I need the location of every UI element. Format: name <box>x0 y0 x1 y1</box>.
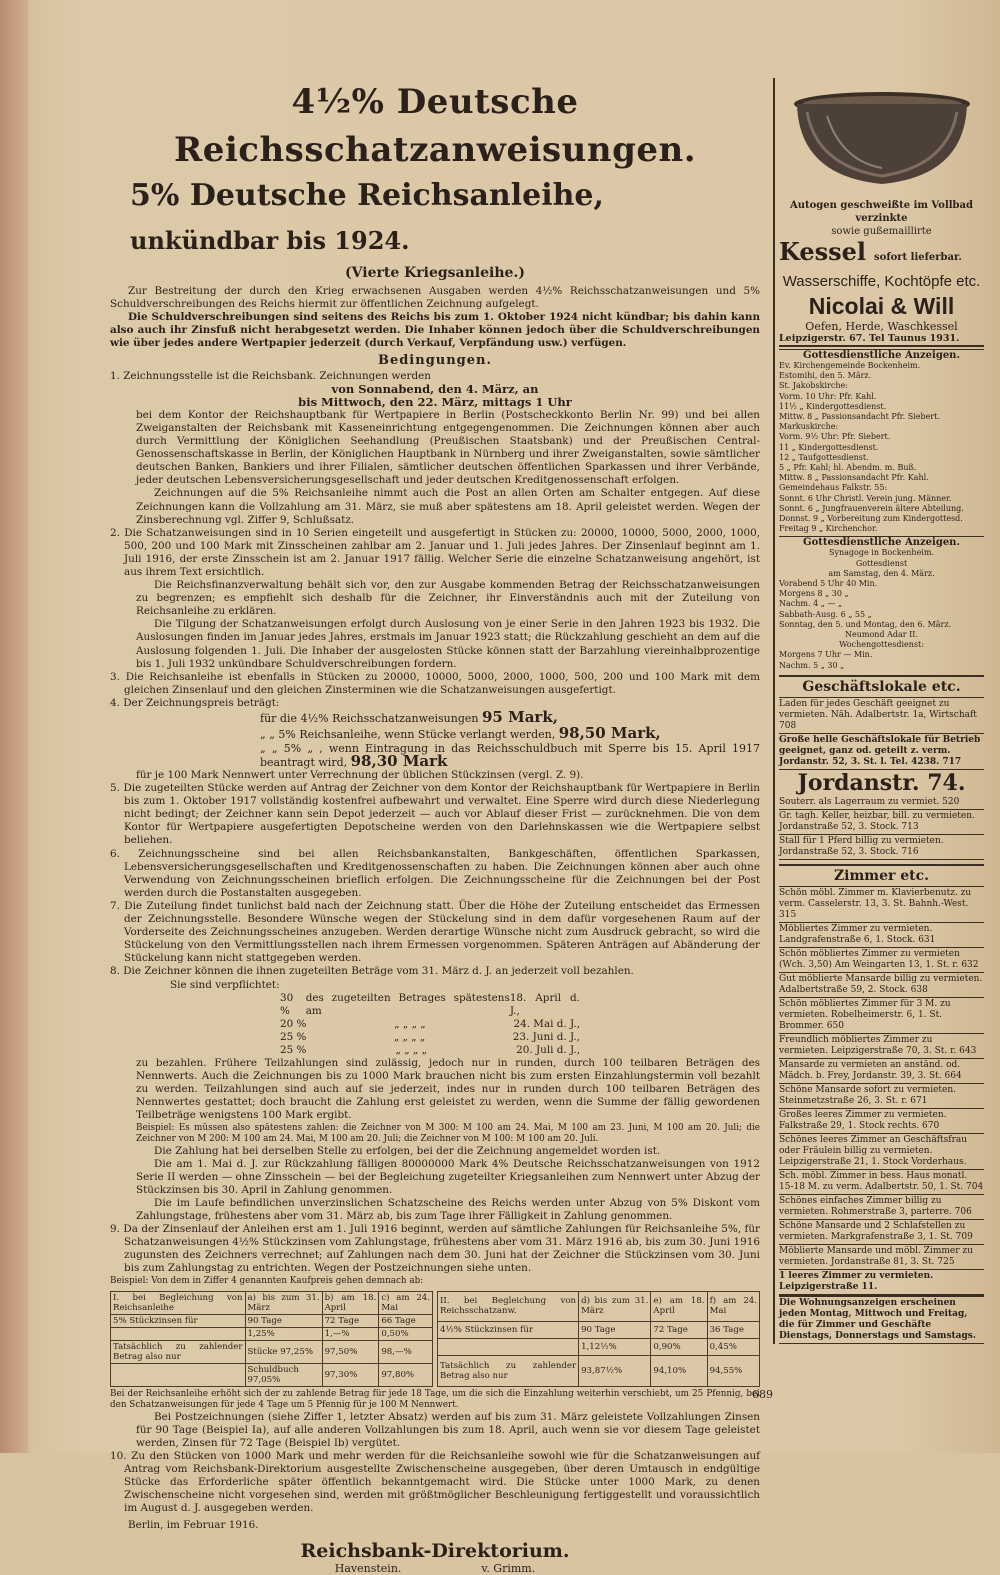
schedule-text: „ „ „ „ <box>395 1043 427 1056</box>
service-line: Freitag 9 „ Kirchenchor. <box>779 524 878 534</box>
schedule-pct: 25 % <box>280 1043 307 1056</box>
table-cell: Schuldbuch 97,05% <box>245 1363 322 1386</box>
table-cell: 90 Tage <box>245 1314 322 1327</box>
condition-5: 5. Die zugeteilten Stücke werden auf Antrag der Zeichner von dem Kontor der Reichshauptbank für Wertpapiere in Berlin bis zum 1. Oktober 1917 vollständig kostenfrei aufbewahrt und verwaltet. Eine Sperre wird durch diese Niederlegung nicht bedingt; der Zeichner kann sein Depot jederzeit — auch vor Ablauf dieser Frist — zurücknehmen. Die von dem Kontor für Wertpapiere ausgefertigten Depotscheine werden von den Darlehnskassen wie die Wertpapiere selbst beliehen. <box>110 782 760 847</box>
table-cell: 98,—% <box>379 1340 433 1363</box>
intro-paragraph: Zur Bestreitung der durch den Krieg erwachsenen Ausgaben werden 4½% Reichsschatzanweisungen und 5% Schuldverschreibungen des Reichs hiermit zur öffentlichen Zeichnung aufgelegt. <box>110 285 760 311</box>
classified-ad: Gut möblierte Mansarde billig zu vermieten. Adalbertstraße 59, 2. Stock. 638 <box>779 973 984 998</box>
service-line: Synagoge in Bockenheim. <box>829 548 934 558</box>
condition-8: 8. Die Zeichner können die ihnen zugeteilten Beträge vom 31. März d. J. an jederzeit voll bezahlen. <box>110 965 634 978</box>
service-line: Mittw. 8 „ Passionsandacht Pfr. Kahl. <box>779 473 929 483</box>
service-line: Nachm. 5 „ 30 „ <box>779 660 845 670</box>
table-cell: 0,90% <box>651 1339 707 1356</box>
classified-ad: Mansarde zu vermieten an anständ. od. Mädch. b. Frey, Jordanstr. 39, 3. St. 664 <box>779 1059 984 1084</box>
table-cell: Tatsächlich zu zahlender Betrag also nur <box>438 1356 579 1386</box>
schedule-pct: 30 % <box>280 991 294 1017</box>
condition-3: 3. Die Reichsanleihe ist ebenfalls in Stücken zu 20000, 10000, 5000, 2000, 1000, 500, 200 und 100 Mark mit dem gleichen Zinsenlauf und den gleichen Zinsterminen wie die Schatzanweisungen ausgefertigt. <box>110 670 760 696</box>
notice: Die Wohnungsanzeigen erscheinen jeden Montag, Mittwoch und Freitag, die für Zimmer und Geschäfte Dienstags, Donnerstags und Samstags. <box>779 1295 984 1344</box>
service-line: Gottesdienst <box>855 558 908 568</box>
intro-paragraph: Die Schuldverschreibungen sind seitens des Reichs bis zum 1. Oktober 1924 nicht kündbar; bis dahin kann also auch ihr Zinsfuß nicht herabgesetzt werden. Die Inhaber können jedoch über die Schuldverschreibungen wie über jedes andere Wertpapier jederzeit (durch Verkauf, Verpfändung usw.) verfügen. <box>110 311 760 350</box>
service-line: Vorabend 5 Uhr 40 Min. <box>779 579 878 589</box>
ad-kessel-note: sofort lieferbar. <box>874 252 962 263</box>
service-line: Mittw. 8 „ Passionsandacht Pfr. Siebert. <box>779 412 940 422</box>
section-heading-rooms: Zimmer etc. <box>779 864 984 887</box>
schedule-date: 23. Juni d. J., <box>512 1030 580 1043</box>
service-line: Vorm. 10 Uhr: Pfr. Kahl. <box>779 391 877 401</box>
table-cell: 94,55% <box>707 1356 759 1386</box>
price-label: für die 4½% Reichsschatzanweisungen <box>260 712 479 725</box>
signatory: v. Grimm. <box>481 1562 536 1575</box>
page-binding <box>0 0 28 1453</box>
classified-ad: Schönes leeres Zimmer an Geschäftsfrau oder Fräulein billig zu vermieten. Leipzigerstraße 21, 1. Stock Vorderhaus. <box>779 1134 984 1170</box>
condition-8-example: Beispiel: Es müssen also spätestens zahlen: die Zeichner von M 300: M 100 am 24. Mai, M 100 am 23. Juni, M 100 am 20. Juli; die Zeichner von M 200: M 100 am 24. Mai, M 100 am 20. Juli; die Zeichner von M 100: M 100 am 20. Juli. <box>136 1122 760 1144</box>
service-line: Morgens 7 Uhr — Min. <box>779 650 873 660</box>
price-value: 95 Mark, <box>482 708 558 726</box>
table-row <box>111 1327 433 1340</box>
section-heading-shops: Geschäftslokale etc. <box>779 675 984 698</box>
classified-ad: Schöne Mansarde sofort zu vermieten. Steinmetzstraße 26, 3. St. r. 671 <box>779 1084 984 1109</box>
table-row <box>438 1291 760 1321</box>
classified-ad: Schönes einfaches Zimmer billig zu vermieten. Rohmerstraße 3, parterre. 706 <box>779 1195 984 1220</box>
condition-2c: Die Tilgung der Schatzanweisungen erfolgt durch Auslosung von je einer Serie in den Jahren 1923 bis 1932. Die Auslosungen finden im Januar jedes Jahres, erstmals im Januar 1923 statt; die Rückzahlung geschieht an dem auf die Auslosung folgenden 1. Juli. Die Inhaber der ausgelosten Stücke können statt der Barzahlung viereinhalbprozentige bis 1. Juli 1932 unkündbare Schuldverschreibungen fordern. <box>136 618 760 670</box>
table-cell: 93,87½% <box>579 1356 651 1386</box>
condition-8e: Die am 1. Mai d. J. zur Rückzahlung fälligen 80000000 Mark 4% Deutsche Reichsschatzanweisungen von 1912 Serie II werden — ohne Zinsschein — bei der Begleichung zugeteilter Kriegsanleihen zum Nennwert unter Abzug der Stückzinsen bis 30. April in Zahlung genommen. <box>136 1157 760 1196</box>
condition-9-post: Bei der Reichsanleihe erhöht sich der zu zahlende Betrag für jede 18 Tage, um die sich die Einzahlung weiterhin verschiebt, um 25 Pfennig, bei den Schatzanweisungen für jede 4 Tage um 5 Pfennig für je 100 M Nennwert. <box>110 1388 760 1410</box>
services-list <box>779 361 984 534</box>
schedule-row <box>280 1031 580 1044</box>
title-reichsanleihe <box>110 174 760 263</box>
table-row <box>438 1339 760 1356</box>
table-cell: 36 Tage <box>707 1321 759 1338</box>
ad-jordanstr: Jordanstr. 74. <box>797 769 966 796</box>
service-line: 12 „ Taufgottesdienst. <box>779 452 869 462</box>
table-cell: 97,50% <box>322 1340 379 1363</box>
service-line: Markuskirche: <box>779 422 839 432</box>
services-heading: Gottesdienstliche Anzeigen. <box>779 349 984 361</box>
condition-9: 9. Da der Zinsenlauf der Anleihen erst am 1. Juli 1916 beginnt, werden auf sämtliche Zahlungen für Reichsanleihe 5%, für Schatzanweisungen 4½% Stückzinsen vom Zahlungstage, frühestens aber vom 31. März 1916 ab, bis zum 30. Juni 1916 zugunsten des Zeichners verrechnet; auf Zahlungen nach dem 30. Juni hat der Zeichner die Stückzinsen vom 30. Juni bis zum Zahlungstag zu entrichten. Wegen der Postzeichnungen siehe unten. <box>110 1223 760 1275</box>
classified-ad: Möbliertes Zimmer zu vermieten. Landgrafenstraße 6, 1. Stock. 631 <box>779 923 984 948</box>
condition-2: 2. Die Schatzanweisungen sind in 10 Serien eingeteilt und ausgefertigt in Stücken zu: 20000, 10000, 5000, 2000, 1000, 500, 200 und 100 Mark mit Zinsscheinen zahlbar am 2. Januar und 1. Juli jedes Jahres. Der Zinsenlauf beginnt am 1. Juli 1916, der erste Zinsschein ist am 2. Januar 1917 fällig. Welcher Serie die einzelne Schatzanweisung angehört, ist aus ihrem Text ersichtlich. <box>110 526 760 578</box>
table-row <box>111 1291 433 1314</box>
classified-ad: Gr. tagh. Keller, heizbar, bill. zu vermieten. Jordanstraße 52, 3. Stock. 713 <box>779 810 984 835</box>
table-cell: e) am 18. April <box>651 1291 707 1321</box>
table-cell <box>111 1363 246 1386</box>
table-cell: 72 Tage <box>322 1314 379 1327</box>
table-cell: II. bei Begleichung von Reichsschatzanw. <box>438 1291 579 1321</box>
table-cell: Tatsächlich zu zahlender Betrag also nur <box>111 1340 246 1363</box>
classified-ad: Schöne Mansarde und 2 Schlafstellen zu vermieten. Markgrafenstraße 3, 1. St. 709 <box>779 1220 984 1245</box>
condition-4: 4. Der Zeichnungspreis beträgt: <box>110 696 280 709</box>
service-line: 11 „ Kindergottesdienst. <box>779 442 879 452</box>
service-line: Sonntag, den 5. und Montag, den 6. März. <box>779 619 952 629</box>
signature-heading: Reichsbank-Direktorium. <box>300 1540 570 1563</box>
table-cell: 72 Tage <box>651 1321 707 1338</box>
table-cell: 0,45% <box>707 1339 759 1356</box>
service-line: Vorm. 9½ Uhr: Pfr. Siebert. <box>779 432 891 442</box>
service-line: 11½ „ Kindergottesdienst. <box>779 401 887 411</box>
schedule-row <box>280 1018 580 1031</box>
price-line <box>110 726 760 742</box>
table-cell: 66 Tage <box>379 1314 433 1327</box>
service-line: Neumond Adar II. <box>844 630 918 640</box>
classified-ad: Stall für 1 Pferd billig zu vermieten. Jordanstraße 52, 3. Stock. 716 <box>779 835 984 860</box>
classified-ad: Souterr. als Lagerraum zu vermiet. 520 <box>779 796 984 810</box>
price-value: 98,30 Mark <box>350 752 448 770</box>
service-line: Morgens 8 „ 30 „ <box>779 589 849 599</box>
classified-ad: Sch. möbl. Zimmer in bess. Haus monatl. 15-18 M. zu verm. Adalbertstr. 50, 1. St. 704 <box>779 1170 984 1195</box>
classified-ad: 1 leeres Zimmer zu vermieten. Leipzigerstraße 11. <box>779 1270 984 1295</box>
table-cell: 1,—% <box>322 1327 379 1340</box>
title-schatzanweisungen: 4½% Deutsche Reichsschatzanweisungen. <box>173 82 697 170</box>
service-line: Sonnt. 6 „ Jungfrauenverein ältere Abteilung. <box>779 503 964 513</box>
ad-line: sowie gußemaillirte <box>831 226 932 237</box>
schedule-date: 18. April d. J., <box>509 991 580 1017</box>
services-list <box>779 548 984 670</box>
classified-ad: Schön möbliertes Zimmer zu vermieten (Wch. 3,50) Am Weingarten 13, 1. St. r. 632 <box>779 948 984 973</box>
schedule-pct: 25 % <box>280 1030 307 1043</box>
service-line: Ev. Kirchengemeinde Bockenheim. <box>779 361 921 370</box>
table-cell: 1,12½% <box>579 1339 651 1356</box>
schedule-pct: 20 % <box>280 1017 307 1030</box>
pot-illustration <box>787 86 977 191</box>
classified-ad: Großes leeres Zimmer zu vermieten. Falkstraße 29, 1. Stock rechts. 670 <box>779 1109 984 1134</box>
price-label: „ „ 5% Reichsanleihe, wenn Stücke verlangt werden, <box>260 728 556 741</box>
table-row <box>111 1314 433 1327</box>
condition-8d: Die Zahlung hat bei derselben Stelle zu erfolgen, bei der die Zeichnung angemeldet worden ist. <box>154 1144 661 1157</box>
schedule-text: des zugeteilten Betrages spätestens am <box>305 991 510 1017</box>
classified-ad: Große helle Geschäftslokale für Betrieb geeignet, ganz od. geteilt z. verm. Jordanstr. 52, 3. St. l. Tel. 4238. 717 <box>779 734 984 770</box>
table-cell: 0,50% <box>379 1327 433 1340</box>
table-cell: 5% Stückzinsen für <box>111 1314 246 1327</box>
schedule-date: 20. Juli d. J., <box>516 1043 580 1056</box>
side-column <box>773 78 984 1344</box>
ad-line: Wasserschiffe, Kochtöpfe etc. <box>782 273 981 290</box>
table-cell: d) bis zum 31. März <box>579 1291 651 1321</box>
condition-1-dates: von Sonnabend, den 4. März, an <box>331 381 539 396</box>
table-cell: f) am 24. Mai <box>707 1291 759 1321</box>
table-reichsanleihe <box>110 1291 433 1387</box>
subtitle: (Vierte Kriegsanleihe.) <box>345 265 525 281</box>
condition-8c: zu bezahlen. Frühere Teilzahlungen sind zulässig, jedoch nur in runden, durch 100 teilbaren Beträgen des Nennwerts. Auch die Zeichnungen bis zu 1000 Mark brauchen nicht bis zum ersten Einzahlungstermin voll bezahlt zu werden. Teilzahlungen sind auch auf sie jederzeit, indes nur in runden durch 100 teilbaren Beträgen des Nennwertes gestattet; doch braucht die Zahlung erst geleistet zu werden, wenn die Summe der fällig gewordenen Teilbeträge wenigstens 100 Mark ergibt. <box>136 1057 760 1122</box>
table-cell: I. bei Begleichung von Reichsanleihe <box>111 1291 246 1314</box>
condition-1-dates: bis Mittwoch, den 22. März, mittags 1 Uhr <box>298 394 572 409</box>
classified-ad: Schön möbl. Zimmer m. Klavierbenutz. zu verm. Casselerstr. 13, 3. St. Bahnh.-West. 315 <box>779 887 984 923</box>
table-row <box>438 1356 760 1386</box>
table-cell: 97,30% <box>322 1363 379 1386</box>
title-reichsanleihe-sub: unkündbar bis 1924. <box>130 226 410 255</box>
table-cell: a) bis zum 31. März <box>245 1291 322 1314</box>
condition-9-example: Beispiel: Von dem in Ziffer 4 genannten Kaufpreis gehen demnach ab: <box>110 1276 424 1287</box>
condition-7: 7. Die Zuteilung findet tunlichst bald nach der Zeichnung statt. Über die Höhe der Zuteilung entscheidet das Ermessen der Zeichnungsstelle. Besondere Wünsche wegen der Stückelung sind in dem dafür vorgesehenen Raum auf der Vorderseite des Zeichnungsscheines anzugeben. Werden derartige Wünsche nicht zum Ausdruck gebracht, so wird die Stückelung von den Vermittlungsstellen nach ihrem Ermessen vorgenommen. Späteren Anträgen auf Abänderung der Stückelung kann nicht stattgegeben werden. <box>110 899 760 965</box>
price-value: 98,50 Mark, <box>558 724 661 742</box>
service-line: Estomihi, den 5. März. <box>779 371 872 381</box>
signatories <box>110 1562 760 1575</box>
table-cell: 90 Tage <box>579 1321 651 1338</box>
condition-1-post: Zeichnungen auf die 5% Reichsanleihe nimmt auch die Post an allen Orten am Schalter entgegen. Auf diese Zeichnungen kann die Vollzahlung am 31. März, sie muß aber spätestens am 18. April geleistet werden. Wegen der Zinsberechnung vgl. Ziffer 9, Schlußsatz. <box>136 487 760 526</box>
ad-kessel-word: Kessel <box>779 237 867 266</box>
table-cell: b) am 18. April <box>322 1291 379 1314</box>
condition-4b: für je 100 Mark Nennwert unter Verrechnung der üblichen Stückzinsen (vergl. Z. 9). <box>136 769 584 781</box>
table-cell: 94,10% <box>651 1356 707 1386</box>
service-line: Wochengottesdienst: <box>839 640 924 650</box>
service-line: am Samstag, den 4. März. <box>828 568 935 578</box>
table-row <box>438 1321 760 1338</box>
condition-2b: Die Reichsfinanzverwaltung behält sich vor, den zur Ausgabe kommenden Betrag der Reichsschatzanweisungen zu begrenzen; es empfiehlt sich deshalb für die Zeichner, ihr Einverständnis auch mit der Zuteilung von Reichsanleihe zu erklären. <box>136 579 760 618</box>
service-line: 5 „ Pfr. Kahl; hl. Abendm. m. Buß. <box>779 463 917 473</box>
services-heading: Gottesdienstliche Anzeigen. <box>779 536 984 548</box>
table-schatzanweisungen <box>437 1291 760 1387</box>
date-line: Berlin, im Februar 1916. <box>128 1519 259 1532</box>
schedule-date: 24. Mai d. J., <box>513 1017 580 1030</box>
ad-company-name: Nicolai & Will <box>808 293 955 319</box>
table-cell: 1,25% <box>245 1327 322 1340</box>
interest-tables <box>110 1289 760 1389</box>
table-cell: c) am 24. Mai <box>379 1291 433 1314</box>
main-announcement <box>110 78 760 1575</box>
price-label: „ „ 5% „ , wenn Eintragung in das Reichsschuldbuch mit Sperre bis 15. April 1917 beantragt wird, <box>260 742 760 769</box>
schedule-row <box>280 992 580 1018</box>
table-row <box>111 1340 433 1363</box>
page-number: 689 <box>752 1388 773 1401</box>
service-line: Sonnt. 6 Uhr Christl. Verein jung. Männer. <box>779 493 952 503</box>
classified-ad: Möblierte Mansarde und möbl. Zimmer zu vermieten. Jordanstraße 81, 3. St. 725 <box>779 1245 984 1270</box>
condition-8b: Sie sind verpflichtet: <box>170 978 280 991</box>
classified-ad: Freundlich möbliertes Zimmer zu vermieten. Leipzigerstraße 70, 3. St. r. 643 <box>779 1034 984 1059</box>
price-line <box>110 742 760 769</box>
service-line: St. Jakobskirche: <box>779 381 848 391</box>
condition-1-head: 1. Zeichnungsstelle ist die Reichsbank. Zeichnungen werden <box>110 369 431 382</box>
table-cell: Stücke 97,25% <box>245 1340 322 1363</box>
classified-ad: Schön möbliertes Zimmer für 3 M. zu vermieten. Robelheimerstr. 6, 1. St. Brommer. 650 <box>779 998 984 1034</box>
payment-schedule <box>110 992 760 1057</box>
table-row <box>111 1363 433 1386</box>
price-line <box>110 710 760 726</box>
signatory: Havenstein. <box>334 1562 402 1575</box>
service-line: Donnst. 9 „ Vorbereitung zum Kindergottesd. <box>779 514 963 524</box>
schedule-text: „ „ „ „ <box>394 1017 426 1030</box>
condition-8f: Die im Laufe befindlichen unverzinslichen Schatzscheine des Reichs werden unter Abzug von 5% Diskont vom Zahlungstage, frühestens aber vom 31. März ab, bis zum Tage ihrer Fälligkeit in Zahlung genommen. <box>136 1196 760 1222</box>
conditions-heading: Bedingungen. <box>377 353 493 369</box>
service-line: Nachm. 4 „ — „ <box>779 599 843 609</box>
condition-9-post2: Bei Postzeichnungen (siehe Ziffer 1, letzter Absatz) werden auf bis zum 31. März geleistete Vollzahlungen Zinsen für 90 Tage (Beispiel Ia), auf alle anderen Vollzahlungen bis zum 18. April, auch wenn sie vor diesem Tage geleistet werden, Zinsen für 72 Tage (Beispiel Ib) vergütet. <box>136 1410 760 1449</box>
condition-10: 10. Zu den Stücken von 1000 Mark und mehr werden für die Reichsanleihe sowohl wie für die Schatzanweisungen auf Antrag vom Reichsbank-Direktorium ausgestellte Zwischenscheine ausgegeben, über deren Umtausch in endgültige Stücke das Erforderliche später öffentlich bekanntgemacht wird. Die Stücke unter 1000 Mark, zu denen Zwischenscheine nicht vorgesehen sind, werden mit größtmöglicher Beschleunigung fertiggestellt und voraussichtlich im August d. J. ausgegeben werden. <box>110 1449 760 1515</box>
table-cell <box>111 1327 246 1340</box>
table-cell: 97,80% <box>379 1363 433 1386</box>
condition-1-body: bei dem Kontor der Reichshauptbank für Wertpapiere in Berlin (Postscheckkonto Berlin Nr. 99) und bei allen Zweiganstalten der Reichsbank mit Kasseneinrichtung entgegengenommen. Die Zeichnungen können aber auch durch Vermittlung der Königlichen Seehandlung (Preußischen Staatsbank) und der Preußischen Central-Genossenschaftskasse in Berlin, der Königlichen Hauptbank in Nürnberg und ihrer Zweiganstalten, sowie sämtlicher deutschen Banken, Bankiers und ihrer Filialen, sämtlicher deutschen öffentlichen Sparkassen und ihrer Verbände, jeder deutschen Lebensversicherungsgesellschaft und jeder deutschen Kreditgenossenschaft erfolgen. <box>136 408 760 487</box>
ad-line: Oefen, Herde, Waschkessel <box>805 320 958 333</box>
condition-6: 6. Zeichnungsscheine sind bei allen Reichsbankanstalten, Bankgeschäften, öffentlichen Sparkassen, Lebensversicherungsgesellschaften und Kreditgenossenschaften zu haben. Die Zeichnungen können aber auch ohne Verwendung von Zeichnungsscheinen brieflich erfolgen. Die Zeichnungsscheine für die Zeichnungen bei der Post werden durch die Postanstalten ausgegeben. <box>110 847 760 899</box>
ad-kessel <box>779 238 984 272</box>
table-cell <box>438 1339 579 1356</box>
classified-ad: Laden für jedes Geschäft geeignet zu vermieten. Näh. Adalbertstr. 1a, Wirtschaft 708 <box>779 698 984 734</box>
table-cell: 4½% Stückzinsen für <box>438 1321 579 1338</box>
schedule-row <box>280 1044 580 1057</box>
service-line: Gemeindehaus Falkstr. 55: <box>779 483 888 493</box>
ad-address: Leipzigerstr. 67. Tel Taunus 1931. <box>779 333 984 347</box>
schedule-text: „ „ „ „ <box>393 1030 426 1043</box>
ad-line: Autogen geschweißte im Vollbad verzinkte <box>789 200 974 224</box>
title-reichsanleihe-main: 5% Deutsche Reichsanleihe, <box>130 178 604 213</box>
service-line: Sabbath-Ausg. 6 „ 55 „ <box>779 609 872 619</box>
